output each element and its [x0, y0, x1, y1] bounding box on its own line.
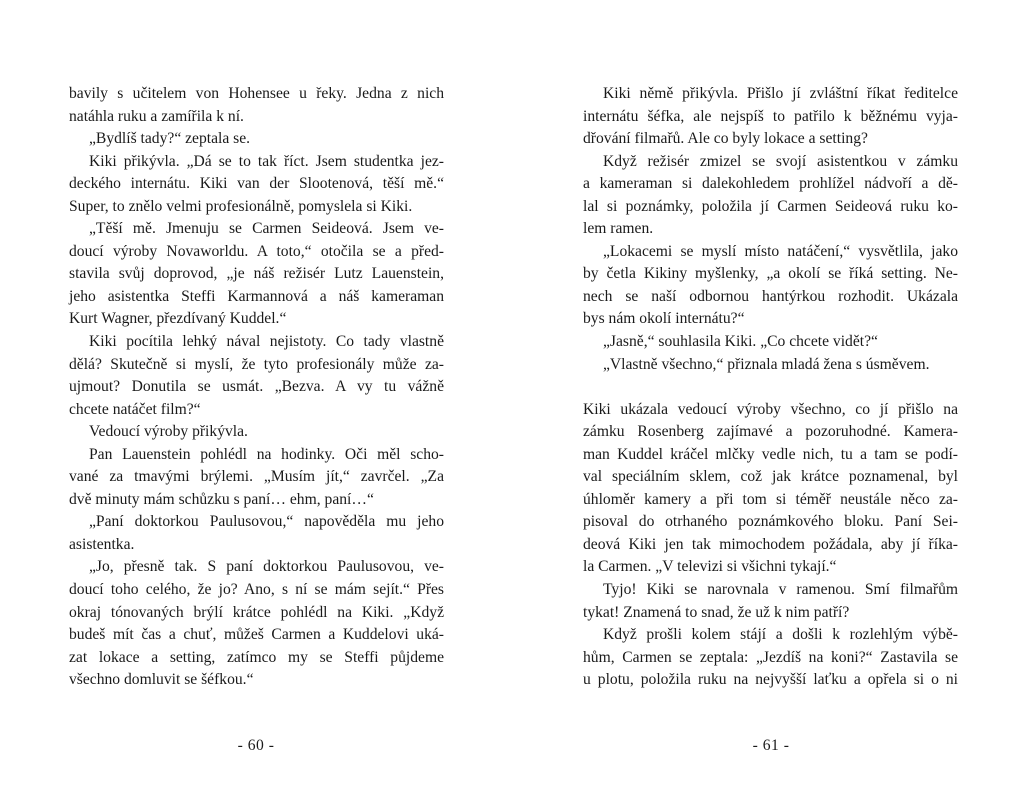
text-line: by četla Kikiny myšlenky, „a okolí se říká setting. Ne-: [583, 265, 958, 283]
text-line: vané za tmavými brýlemi. „Musím jít,“ zavrčel. „Za: [69, 468, 444, 486]
text-line: deckého internátu. Kiki van der Slootenová, těší mě.“: [69, 175, 444, 193]
text-line: všechno domluvit se šéfkou.“: [69, 671, 254, 689]
text-line: Kiki ukázala vedoucí výroby všechno, co jí přišlo na: [583, 400, 958, 418]
text-line: nech se naší odbornou hantýrkou rozhodit. Ukázala: [583, 287, 958, 305]
text-line: „Těší mě. Jmenuju se Carmen Seideová. Jsem ve-: [89, 220, 444, 238]
text-line: bys nám okolí internátu?“: [583, 310, 745, 328]
right-page-number: - 61 -: [752, 737, 790, 754]
text-line: u plotu, položila ruku na nejvyšší laťku a opřela si o ni: [583, 671, 958, 689]
text-line: stavila svůj doprovod, „je náš režisér Lutz Lauenstein,: [69, 265, 444, 283]
text-line: Tyjo! Kiki se narovnala v ramenou. Smí filmařům: [603, 581, 958, 599]
text-line: budeš mít čas a chuť, můžeš Carmen a Kuddelovi uká-: [69, 626, 444, 644]
text-line: Pan Lauenstein pohlédl na hodinky. Oči měl scho-: [89, 445, 444, 463]
text-line: „Jo, přesně tak. S paní doktorkou Paulusovou, ve-: [89, 558, 444, 576]
text-line: úhloměr kamery a při tom si téměř neustále něco za-: [583, 490, 958, 508]
text-line: „Paní doktorkou Paulusovou,“ napověděla mu jeho: [89, 513, 444, 531]
text-line: lal si poznámky, položila jí Carmen Seideová ruku ko-: [583, 197, 958, 215]
text-line: val speciálním sklem, což jak krátce poznamenal, byl: [583, 468, 958, 486]
text-line: dřování filmařů. Ale co byly lokace a setting?: [583, 130, 868, 148]
text-line: okraj tónovaných brýlí krátce pohlédl na Kiki. „Když: [69, 603, 444, 621]
text-line: Super, to znělo velmi profesionálně, pomyslela si Kiki.: [69, 197, 413, 215]
text-line: Kiki pocítila lehký nával nejistoty. Co tady vlastně: [89, 333, 444, 351]
text-line: tykat! Znamená to snad, že už k nim patří?: [583, 603, 850, 621]
text-line: a kameraman si dalekohledem prohlížel nádvoří a dě-: [583, 175, 958, 193]
text-line: „Vlastně všechno,“ přiznala mladá žena s úsměvem.: [603, 355, 930, 373]
text-line: hům, Carmen se zeptala: „Jezdíš na koni?“ Zastavila se: [583, 648, 958, 666]
text-line: pisoval do otrhaného poznámkového bloku. Paní Sei-: [583, 513, 958, 531]
text-line: „Lokacemi se myslí místo natáčení,“ vysvětlila, jako: [603, 242, 958, 260]
text-line: Kurt Wagner, přezdívaný Kuddel.“: [69, 310, 287, 328]
text-line: zámku Rosenberg zajímavé a pozoruhodné. Kamera-: [583, 423, 958, 441]
right-page: [583, 83, 958, 692]
text-line: internátu šéfka, ale nejspíš to patřilo k běžnému vyja-: [583, 107, 958, 125]
text-line: „Bydlíš tady?“ zeptala se.: [89, 130, 251, 148]
text-line: „Jasně,“ souhlasila Kiki. „Co chcete vidět?“: [603, 333, 878, 351]
text-line: lem ramen.: [583, 220, 654, 238]
text-line: asistentka.: [69, 535, 135, 553]
text-line: la Carmen. „V televizi si všichni tykají.“: [583, 558, 837, 576]
text-line: Když prošli kolem stájí a došli k rozlehlým výbě-: [603, 626, 958, 644]
left-page: [69, 83, 444, 692]
text-line: Kiki němě přikývla. Přišlo jí zvláštní říkat ředitelce: [603, 85, 958, 102]
text-line: bavily s učitelem von Hohensee u řeky. Jedna z nich: [69, 85, 444, 102]
text-line: chcete natáčet film?“: [69, 400, 201, 418]
text-line: man Kuddel kráčel mlčky vedle nich, tu a tam se podí-: [583, 445, 958, 463]
text-line: natáhla ruku a zamířila k ní.: [69, 107, 244, 125]
text-line: doucí toho celého, že jo? Ano, s ní se mám sejít.“ Přes: [69, 581, 444, 599]
text-line: deová Kiki jen tak mimochodem požádala, aby jí říka-: [583, 535, 958, 553]
text-line: ujmout? Donutila se usmát. „Bezva. A vy tu vážně: [69, 378, 444, 396]
text-line: Vedoucí výroby přikývla.: [89, 423, 248, 441]
text-line: Když režisér zmizel se svojí asistentkou v zámku: [603, 152, 958, 170]
text-line: zat lokace a setting, zatímco my se Steffi půjdeme: [69, 648, 444, 666]
text-line: dělá? Skutečně si myslí, že tyto profesionály může za-: [69, 355, 444, 373]
text-line: dvě minuty mám schůzku s paní… ehm, paní…“: [69, 490, 374, 508]
text-line: doucí výroby Novaworldu. A toto,“ otočila se a před-: [69, 242, 444, 260]
left-page-number: - 60 -: [237, 737, 275, 754]
text-line: [583, 376, 958, 399]
text-line: jeho asistentka Steffi Karmannová a náš kameraman: [69, 287, 444, 305]
text-line: Kiki přikývla. „Dá se to tak říct. Jsem studentka jez-: [89, 152, 444, 170]
